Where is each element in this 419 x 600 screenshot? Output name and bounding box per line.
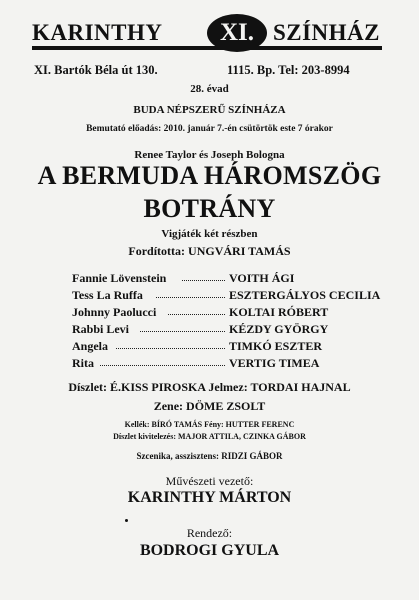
dot-leader — [168, 314, 225, 315]
cast-role: Johnny Paolucci — [72, 305, 157, 319]
cast-row — [72, 356, 412, 373]
premiere-text: Bemutató előadás: 2010. január 7.-én csütörtök este 7 órakor — [86, 124, 333, 134]
dot-leader — [116, 348, 225, 349]
dot-leader — [156, 297, 225, 298]
music-credit: Zene: DÖME ZSOLT — [153, 399, 266, 413]
art-director-name: KARINTHY MÁRTON — [127, 489, 292, 506]
cast-list — [72, 271, 412, 373]
header-rule — [32, 46, 382, 50]
cast-actor: KOLTAI RÓBERT — [229, 305, 329, 319]
director-name: BODROGI GYULA — [139, 542, 280, 559]
genre-text: Vigjáték két részben — [161, 228, 258, 240]
header-roman-numeral-badge: XI. — [207, 14, 267, 52]
authors-text: Renee Taylor és Joseph Bologna — [134, 149, 285, 161]
cast-role: Rita — [72, 356, 94, 370]
cast-role: Fannie Lövenstein — [72, 271, 167, 285]
theater-name: BUDA NÉPSZERŰ SZÍNHÁZA — [133, 104, 286, 116]
address-text: XI. Bartók Béla út 130. — [34, 63, 158, 77]
cast-actor: KÉZDY GYÖRGY — [229, 322, 329, 336]
cast-actor: TIMKÓ ESZTER — [229, 339, 323, 353]
cast-role: Angela — [72, 339, 108, 353]
cast-actor: VERTIG TIMEA — [229, 356, 320, 370]
scenic-credit: Szcenika, asszisztens: RIDZI GÁBOR — [136, 451, 283, 461]
design-credit: Díszlet: É.KISS PIROSKA Jelmez: TORDAI HAJNAL — [68, 380, 351, 394]
contact-text: 1115. Bp. Tel: 203-8994 — [227, 63, 350, 77]
dot-leader — [100, 365, 225, 366]
art-director-label: Művészeti vezető: — [165, 474, 254, 488]
cast-actor: ESZTERGÁLYOS CECILIA — [229, 288, 381, 302]
header-left-text: KARINTHY — [32, 20, 163, 45]
cast-row — [72, 271, 412, 288]
cast-row — [72, 305, 412, 322]
cast-row — [72, 322, 412, 339]
director-label: Rendező: — [186, 526, 233, 540]
cast-actor: VOITH ÁGI — [229, 271, 295, 285]
header-right-text: SZÍNHÁZ — [272, 20, 380, 45]
cast-row — [72, 288, 412, 305]
cast-role: Tess La Ruffa — [72, 288, 143, 302]
ink-speck — [125, 519, 128, 522]
dot-leader — [182, 280, 225, 281]
cast-row — [72, 339, 412, 356]
play-title-line1: A BERMUDA HÁROMSZÖG — [37, 161, 382, 190]
season-text: 28. évad — [190, 83, 229, 95]
dot-leader — [140, 331, 225, 332]
play-title-line2: BOTRÁNY — [143, 194, 276, 223]
set-realization-credit: Díszlet kivitelezés: MAJOR ATTILA, CZINKA GÁBOR — [113, 432, 306, 441]
theater-header — [32, 14, 382, 56]
translator-text: Fordította: UNGVÁRI TAMÁS — [128, 244, 291, 258]
props-lighting-credit: Kellék: BÍRÓ TAMÁS Fény: HUTTER FERENC — [124, 420, 295, 429]
cast-role: Rabbi Levi — [72, 322, 130, 336]
